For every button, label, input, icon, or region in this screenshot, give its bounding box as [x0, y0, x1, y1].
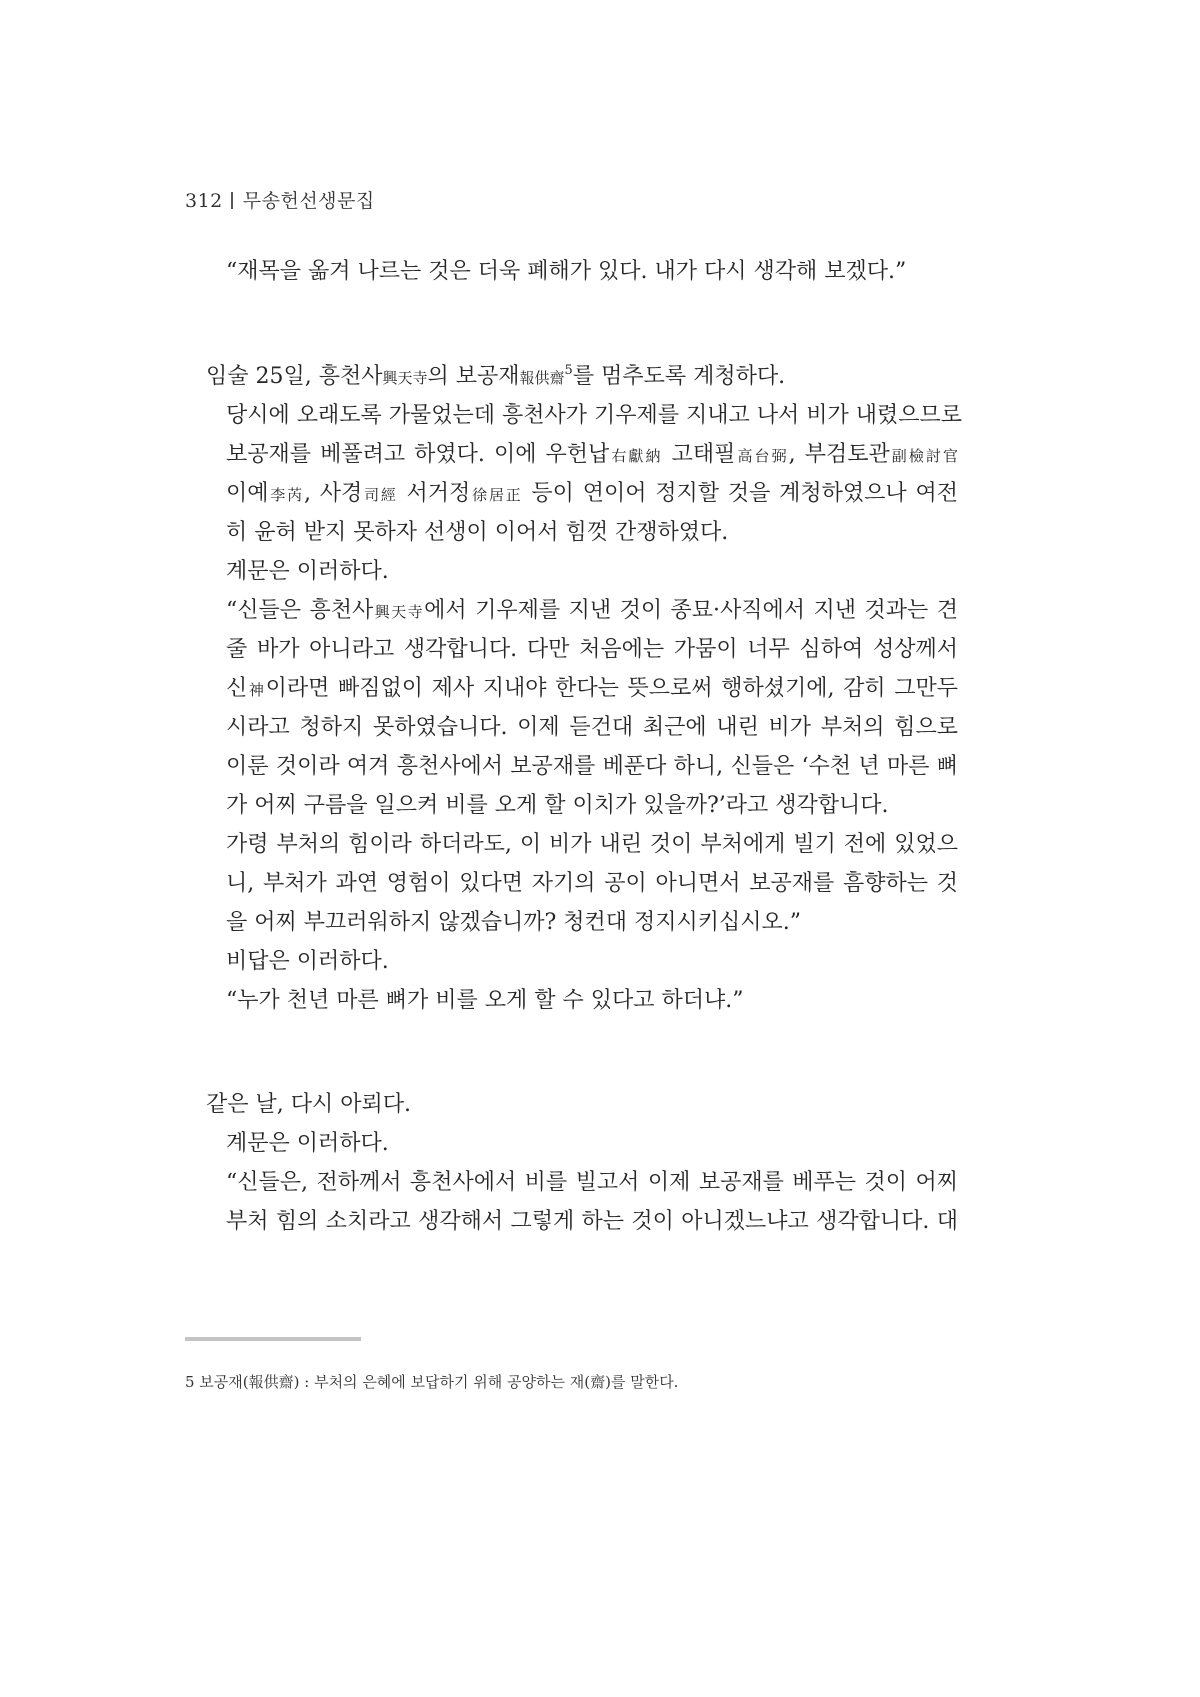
book-title: 무송헌선생문집: [242, 190, 375, 212]
body-line: “신들은 흥천사興天寺에서 기우제를 지낸 것이 종묘·사직에서 지낸 것과는 견: [226, 598, 958, 623]
body-line: 시라고 청하지 못하였습니다. 이제 듣건대 최근에 내린 비가 부처의 힘으로: [226, 715, 958, 740]
footnote-divider: [185, 1337, 361, 1341]
body-line: 비답은 이러하다.: [226, 949, 389, 974]
body-line: “신들은, 전하께서 흥천사에서 비를 빌고서 이제 보공재를 베푸는 것이 어찌: [226, 1170, 958, 1195]
body-line: 계문은 이러하다.: [226, 1131, 389, 1156]
entry-heading: 임술 25일, 흥천사興天寺의 보공재報供齋$^5$를 멈추도록 계청하다.: [206, 363, 786, 389]
body-line: 부처 힘의 소치라고 생각해서 그렇게 하는 것이 아니겠느냐고 생각합니다. 대: [226, 1209, 958, 1234]
quote-line: “재목을 옮겨 나르는 것은 더욱 폐해가 있다. 내가 다시 생각해 보겠다.”: [226, 259, 907, 284]
body-line: 줄 바가 아니라고 생각합니다. 다만 처음에는 가뭄이 너무 심하여 성상께서: [226, 637, 958, 662]
body-line: 가 어찌 구름을 일으켜 비를 오게 할 이치가 있을까?’라고 생각합니다.: [226, 793, 889, 818]
body-line: 가령 부처의 힘이라 하더라도, 이 비가 내린 것이 부처에게 빌기 전에 있었으: [226, 832, 958, 857]
body-line: “누가 천년 마른 뼈가 비를 오게 할 수 있다고 하더냐.”: [226, 988, 744, 1013]
running-header: [185, 186, 375, 213]
page-number: 312: [185, 190, 223, 212]
body-line: 이예李芮, 사경司經 서거정徐居正 등이 연이어 정지할 것을 계청하였으나 여전: [226, 481, 958, 506]
body-line: 히 윤허 받지 못하자 선생이 이어서 힘껏 간쟁하였다.: [226, 520, 729, 545]
footnote: 5 보공재(報供齋) : 부처의 은혜에 보답하기 위해 공양하는 재(齋)를 말한다.: [185, 1373, 679, 1391]
body-line: 보공재를 베풀려고 하였다. 이에 우헌납右獻納 고태필高台弼, 부검토관副檢討官: [226, 442, 959, 467]
body-line: 니, 부처가 과연 영험이 있다면 자기의 공이 아니면서 보공재를 흠향하는 것: [226, 871, 958, 896]
header-divider: [231, 192, 233, 209]
body-line: 신神이라면 빠짐없이 제사 지내야 한다는 뜻으로써 행하셨기에, 감히 그만두: [226, 676, 958, 701]
entry-heading: 같은 날, 다시 아뢰다.: [206, 1092, 411, 1117]
body-line: 이룬 것이라 여겨 흥천사에서 보공재를 베푼다 하니, 신들은 ‘수천 년 마른 뼈: [226, 754, 958, 779]
body-line: 당시에 오래도록 가물었는데 흥천사가 기우제를 지내고 나서 비가 내렸으므로: [226, 403, 963, 428]
footnote-ref: 5: [564, 363, 573, 378]
body-line: 계문은 이러하다.: [226, 559, 389, 584]
body-line: 을 어찌 부끄러워하지 않겠습니까? 청컨대 정지시키십시오.”: [226, 910, 802, 935]
